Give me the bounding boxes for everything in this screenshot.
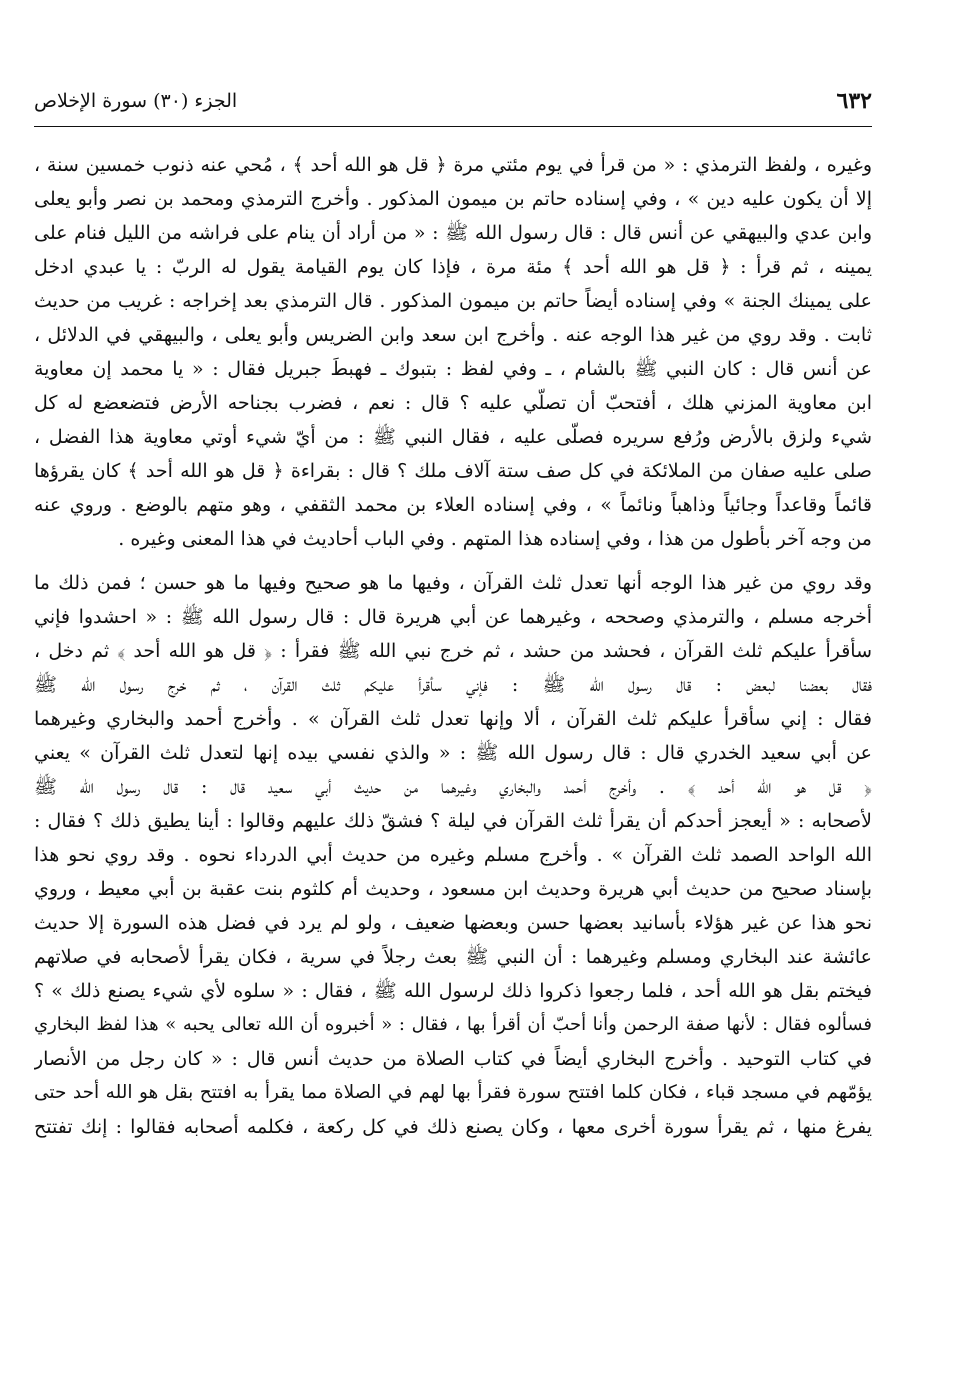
text-line: يفرغ منها ، ثم يقرأ سورة أخرى معها ، وكان يصنع ذلك في كل ركعة ، فكلمه أصحابه فقالوا : إنك تفتتح [34,1116,872,1138]
text-line: على يمينك الجنة » وفي إسناده أيضاً حاتم بن ميمون المذكور . قال الترمذي بعد إخراجه : غريب من حديث [34,290,872,312]
text-line: عن أبي سعيد الخدري قال : قال رسول الله ﷺ : « والذي نفسي بيده إنها لتعدل ثلث القرآن » يعني [34,742,872,764]
text-line: فقال بعضنا لبعض : قال رسول الله ﷺ : فإني سأقرأ عليكم ثلث القرآن ، ثم خرج رسول الله ﷺ [34,674,872,696]
text-line: صلى عليه صفان من الملائكة في كل صف ستة آلاف ملك ؟ قال : بقراءة ﴿ قل هو الله أحد ﴾ كان يقرؤها [34,460,872,482]
text-line: ثابت . وقد روي من غير هذا الوجه عنه . وأخرج ابن سعد وابن الضريس وأبو يعلى ، والبيهقي في الدلائل ، [34,324,872,346]
text-line: سأقرأ عليكم ثلث القرآن ، فحشد من حشد ، ثم خرج نبي الله ﷺ فقرأ : ﴿ قل هو الله أحد ﴾ ثم دخل ، [34,640,872,662]
paragraph-2 [34,566,872,1144]
text-line: قائماً وقاعداً وجائياً وذاهباً ونائماً » ، وفي إسناده العلاء بن محمد الثقفي ، وهو متهم بالوضع . وروي عنه [34,494,872,516]
running-title: الجزء (٣٠) سورة الإخلاص [34,90,238,112]
body-text [34,148,872,1144]
text-line: من وجه آخر بأطول من هذا ، وفي إسناده هذا المتهم . وفي الباب أحاديث في هذا المعنى وغيره . [118,528,872,550]
text-line: وغيره ، ولفظ الترمذي : « من قرأ في يوم مئتي مرة ﴿ قل هو الله أحد ﴾ ، مُحي عنه ذنوب خمسين سنة ، [34,154,872,176]
text-line: وقد روي من غير هذا الوجه أنها تعدل ثلث القرآن ، وفيها ما هو صحيح وفيها ما هو حسن ؛ فمن ذلك ما [34,572,872,594]
text-line: فيختم بقل هو الله أحد ، فلما رجعوا ذكروا ذلك لرسول الله ﷺ ، فقال : « سلوه لأي شيء يصنع ذلك » ؟ [34,980,872,1002]
text-line: يؤمّهم في مسجد قباء ، فكان كلما افتتح سورة فقرأ بها لهم في الصلاة مما يقرأ به افتتح بقل هو الله أحد حتى [34,1082,872,1103]
text-line: بإسناد صحيح من حديث أبي هريرة وحديث ابن مسعود ، وحديث أم كلثوم بنت عقبة بن أبي معيط ، وروي [34,878,872,900]
text-line: عن أنس قال : كان النبي ﷺ بالشام ، ـ وفي لفظ : بتبوك ـ فهبطَ جبريل فقال : « يا محمد إن معاوية [34,358,872,380]
text-line: وابن عدي والبيهقي عن أنس قال : قال رسول الله ﷺ : « من أراد أن ينام على فراشه من الليل فنام على [34,222,872,244]
paragraph-1 [34,148,872,556]
text-line: أخرجه مسلم ، والترمذي وصححه ، وغيرهما عن أبي هريرة قال : قال رسول الله ﷺ : « احشدوا فإني [34,606,872,628]
text-line: يمينه ، ثم قرأ : ﴿ قل هو الله أحد ﴾ مئة مرة ، فإذا كان يوم القيامة يقول له الربّ : يا عبدي ادخل [34,256,872,278]
text-line: نحو هذا عن غير هؤلاء بأسانيد بعضها حسن وبعضها ضعيف ، ولو لم يرد في فضل هذه السورة إلا حديث [34,912,872,934]
paragraph-gap [34,556,872,566]
text-line: فقال : إني سأقرأ عليكم ثلث القرآن ، ألا وإنها تعدل ثلث القرآن » . وأخرج أحمد والبخاري وغيرهما [34,708,872,730]
text-line: إلا أن يكون عليه دين » ، وفي إسناده حاتم بن ميمون المذكور . وأخرج الترمذي ومحمد بن نصر وأبو يعلى [34,188,872,210]
text-line: لأصحابه : « أيعجز أحدكم أن يقرأ ثلث القرآن في ليلة ؟ فشقّ ذلك عليهم وقالوا : أينا يطيق ذلك ؟ فقال : [34,810,872,832]
text-line: ابن معاوية المزني هلك ، أفتحبّ أن تصلّي عليه ؟ قال : نعم ، فضرب بجناحه الأرض فتضعضع له كل [34,392,872,414]
text-line: في كتاب التوحيد . وأخرج البخاري أيضاً في كتاب الصلاة من حديث أنس قال : « كان رجل من الأنصار [34,1048,872,1070]
page-number: ٦٣٢ [836,88,872,114]
page-header [34,86,872,127]
text-line: شيء ولزق بالأرض ورُفع سريره فصلّى عليه ، فقال النبي ﷺ : من أيّ شيء أوتي معاوية هذا الفضل ، [34,426,872,448]
text-line: ﴿ قل هو الله أحد ﴾ . وأخرج أحمد والبخاري وغيرهما من حديث أبي سعيد قال : قال رسول الله ﷺ [34,776,872,798]
text-line: فسألوه فقال : لأنها صفة الرحمن وأنا أحبّ أن أقرأ بها ، فقال : « أخبروه أن الله تعالى يحبه » هذا لفظ البخاري [34,1014,872,1035]
text-line: عائشة عند البخاري ومسلم وغيرهما : أن النبي ﷺ بعث رجلاً في سرية ، فكان يقرأ لأصحابه في صلاتهم [34,946,872,968]
text-line: الله الواحد الصمد ثلث القرآن » . وأخرج مسلم وغيره من حديث أبي الدرداء نحوه . وقد روي نحو هذا [34,844,872,866]
